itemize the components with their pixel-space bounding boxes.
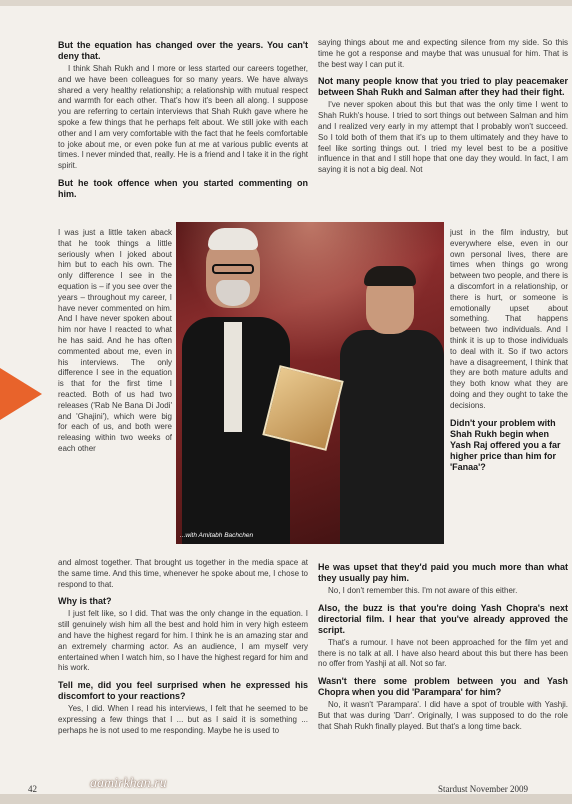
orange-arrow-marker [0,368,42,420]
question-heading: He was upset that they'd paid you much more than what they usually pay him. [318,562,568,583]
watermark: aamirkhan.ru [90,776,167,791]
question-heading: Also, the buzz is that you're doing Yash Chopra's next directorial film. I hear that you've already approved the script. [318,602,568,635]
person-left-shirt [224,322,242,432]
photo-amitabh-aamir [176,222,444,544]
left-wrap-paragraph: I was just a little taken aback that he took things a little seriously when I joked about him but to each his own. The only difference I see in the equation is – if you see over the years – throughout my career, I have never commented on him. And I have never spoken about him nor have I reacted to what he has said. And he has often commented about me, even in his interviews. The only difference I see in the equation is that for the first time I reacted. Both of us had two releases ('Rab Ne Bana Di Jodi' and 'Ghajini'), which were big for each of us, and both were releasing within two weeks of each other [58,228,172,453]
question-heading: Why is that? [58,596,112,607]
glasses-icon [212,264,254,274]
person-right-hair [364,266,416,286]
left-column-wrap [58,228,172,455]
answer-paragraph: I just felt like, so I did. That was the only change in the equation. I still genuinely wish him all the best and hold him in very high esteem and have the highest regard for him. I think he is an amazing star and an extremely charming actor. As an audience, I am myself very entertained when I watch him, so I have the highest regard for him and his work. [58,609,308,673]
right-column-bottom [318,560,568,739]
answer-paragraph: just in the film industry, but everywhere else, even in our own personal lives, there are times when things go wrong between two people, and there is a discomfort in a relationship, or there is hurt, or someone is emotionally upset about something. That happens between two individuals. And I think it is up to those individuals to deal with it. So if two actors have a disagreement, I think that they are both mature adults and they both know what they are doing and they ought to take the decisions. [450,228,568,410]
page-number: 42 [28,784,37,794]
page-bottom-edge [0,794,572,804]
person-left-hair [208,228,258,250]
page-top-edge [0,0,572,6]
answer-paragraph: No, it wasn't 'Parampara'. I did have a spot of trouble with Yashji. But that was during 'Darr'. Originally, I was supposed to do the role that Shah Rukh finally played. But that's a long time back. [318,700,568,731]
answer-paragraph: I've never spoken about this but that was the only time I went to Shah Rukh's house. I tried to sort things out between Salman and him and I realized very early in my attempt that I probably won't succeed. So I told both of them that it's up to them ultimately and they have to feel like sorting things out. I tried my level best to be a positive influence in that and I still hope that one day they would. In fact, I am saying it is not a big deal. Not [318,100,568,175]
right-column-wrap [450,228,568,477]
answer-paragraph: Yes, I did. When I read his interviews, I felt that he seemed to be expressing a few things that I ... but as I said it is something ... perhaps he is not used to me responding. Maybe he is used to [58,704,308,735]
magazine-footer: Stardust November 2009 [438,784,528,794]
left-column-top [58,38,308,202]
question-heading: Tell me, did you feel surprised when he expressed his discomfort to your reactions? [58,680,308,702]
question-heading: But the equation has changed over the years. You can't deny that. [58,40,308,61]
question-heading: Not many people know that you tried to play peacemaker between Shah Rukh and Salman after they had their fight. [318,76,568,98]
left-column-bottom [58,558,308,743]
person-right-shirt [340,330,444,544]
answer-paragraph: and almost together. That brought us together in the media space at the same time. And this time, whenever he spoke about me, I chose to respond to that. [58,558,308,589]
answer-paragraph: No, I don't remember this. I'm not aware of this either. [328,586,518,595]
question-heading: Didn't your problem with Shah Rukh begin when Yash Raj offered you a far higher price than him for 'Fanaa'? [450,417,561,472]
right-column-top [318,38,568,182]
question-heading: Wasn't there some problem between you and Yash Chopra when you did 'Parampara' for him? [318,676,568,698]
answer-paragraph: I think Shah Rukh and I more or less started our careers together, and we have been colleagues for so many years. We have always shared a very healthy relationship; a relationship with mutual respect and warmth for each other. That's how it's been all along. I suppose you are referring to certain interviews that Shah Rukh gave where he spoke a few things that he perhaps felt about. We still joke with each other and I am very comfortable with the fact that he feels comfortable to joke about me, or even poke fun at me at various public events at times. I never minded that, really. He is a friend and I take it in the right spirit. [58,64,308,171]
photo-caption: ...with Amitabh Bachchen [180,532,254,539]
answer-paragraph: That's a rumour. I have not been approached for the film yet and there is no talk at all. I have also heard about this but there has been no offer from Yashji at all. Not so far. [318,637,568,669]
answer-paragraph: saying things about me and expecting silence from my side. So this time he got a response and maybe that was unusual for him. That is the best way I can put it. [318,38,568,69]
question-heading: But he took offence when you started commenting on him. [58,177,308,199]
